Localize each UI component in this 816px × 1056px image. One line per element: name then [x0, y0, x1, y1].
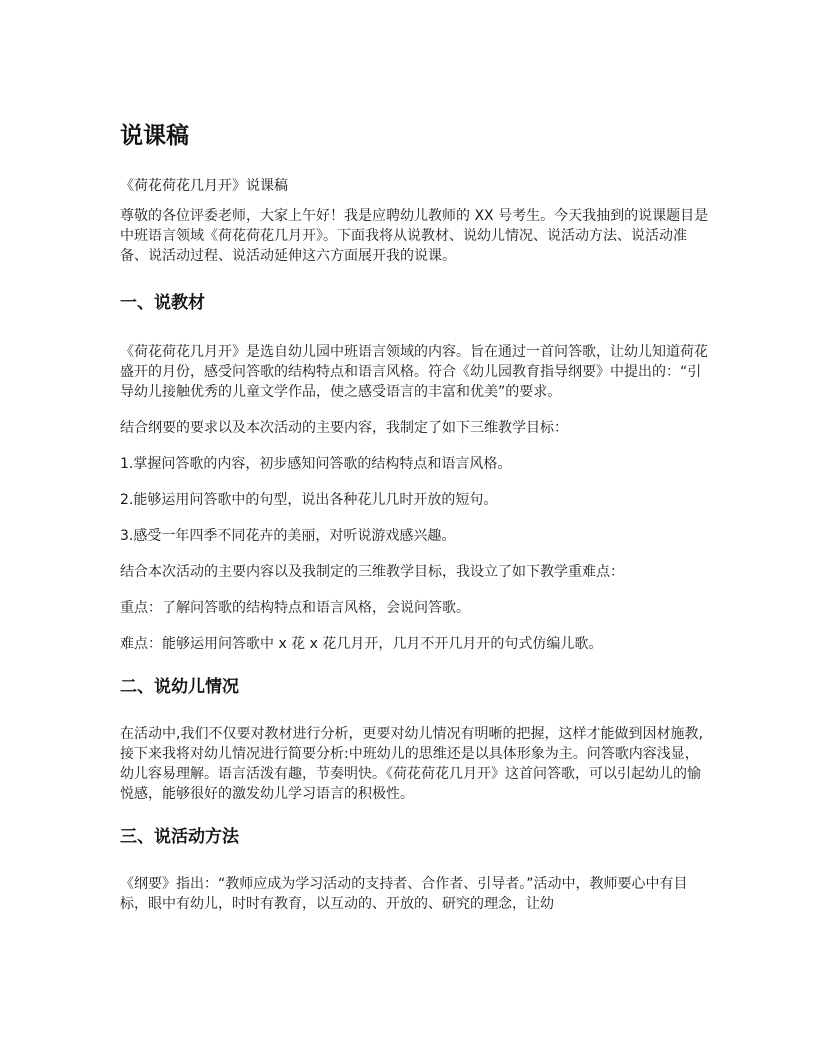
goal-item: 2.能够运用问答歌中的句型，说出各种花儿几时开放的短句。	[120, 492, 498, 508]
goal-item: 1.掌握问答歌的内容，初步感知问答歌的结构特点和语言风格。	[120, 456, 512, 472]
document-title: 说课稿	[120, 123, 189, 149]
paragraph: 《纲要》指出：“教师应成为学习活动的支持者、合作者、引导者。”活动中，教师要心中有目标，眼中有幼儿，时时有教育，以互动的、开放的、研究的理念，让幼	[120, 876, 688, 912]
paragraph: 《荷花荷花几月开》是选自幼儿园中班语言领域的内容。旨在通过一首问答歌，让幼儿知道荷花盛开的月份，感受问答歌的结构特点和语言风格。符合《幼儿园教育指导纲要》中提出的：“引导幼儿接触优秀的儿童文学作品，使之感受语言的丰富和优美”的要求。	[120, 344, 708, 400]
intro-paragraph: 尊敬的各位评委老师，大家上午好！我是应聘幼儿教师的 XX 号考生。今天我抽到的说课题目是中班语言领域《荷花荷花几月开》。下面我将从说教材、说幼儿情况、说活动方法、说活动准备、说活动过程、说活动延伸这六方面展开我的说课。	[120, 208, 709, 264]
key-point: 重点：了解问答歌的结构特点和语言风格，会说问答歌。	[120, 600, 470, 616]
section-heading-methods: 三、说活动方法	[120, 827, 239, 847]
paragraph: 结合纲要的要求以及本次活动的主要内容，我制定了如下三维教学目标：	[120, 420, 568, 436]
goal-item: 3.感受一年四季不同花卉的美丽，对听说游戏感兴趣。	[120, 528, 456, 544]
document-body	[120, 118, 710, 930]
section-heading-children: 二、说幼儿情况	[120, 677, 239, 697]
paragraph: 结合本次活动的主要内容以及我制定的三维教学目标，我设立了如下教学重难点：	[120, 564, 624, 580]
paragraph: 在活动中,我们不仅要对教材进行分析，更要对幼儿情况有明晰的把握，这样才能做到因材施教,接下来我将对幼儿情况进行简要分析:中班幼儿的思维还是以具体形象为主。问答歌内容浅显，幼儿容易理解。语言活泼有趣，节奏明快。《荷花荷花几月开》这首问答歌，可以引起幼儿的愉悦感，能够很好的激发幼儿学习语言的积极性。	[120, 726, 703, 802]
document-subtitle: 《荷花荷花几月开》说课稿	[120, 178, 288, 194]
section-heading-textbook: 一、说教材	[120, 293, 205, 313]
difficult-point: 难点：能够运用问答歌中 x 花 x 花几月开，几月不开几月开的句式仿编儿歌。	[120, 636, 603, 652]
